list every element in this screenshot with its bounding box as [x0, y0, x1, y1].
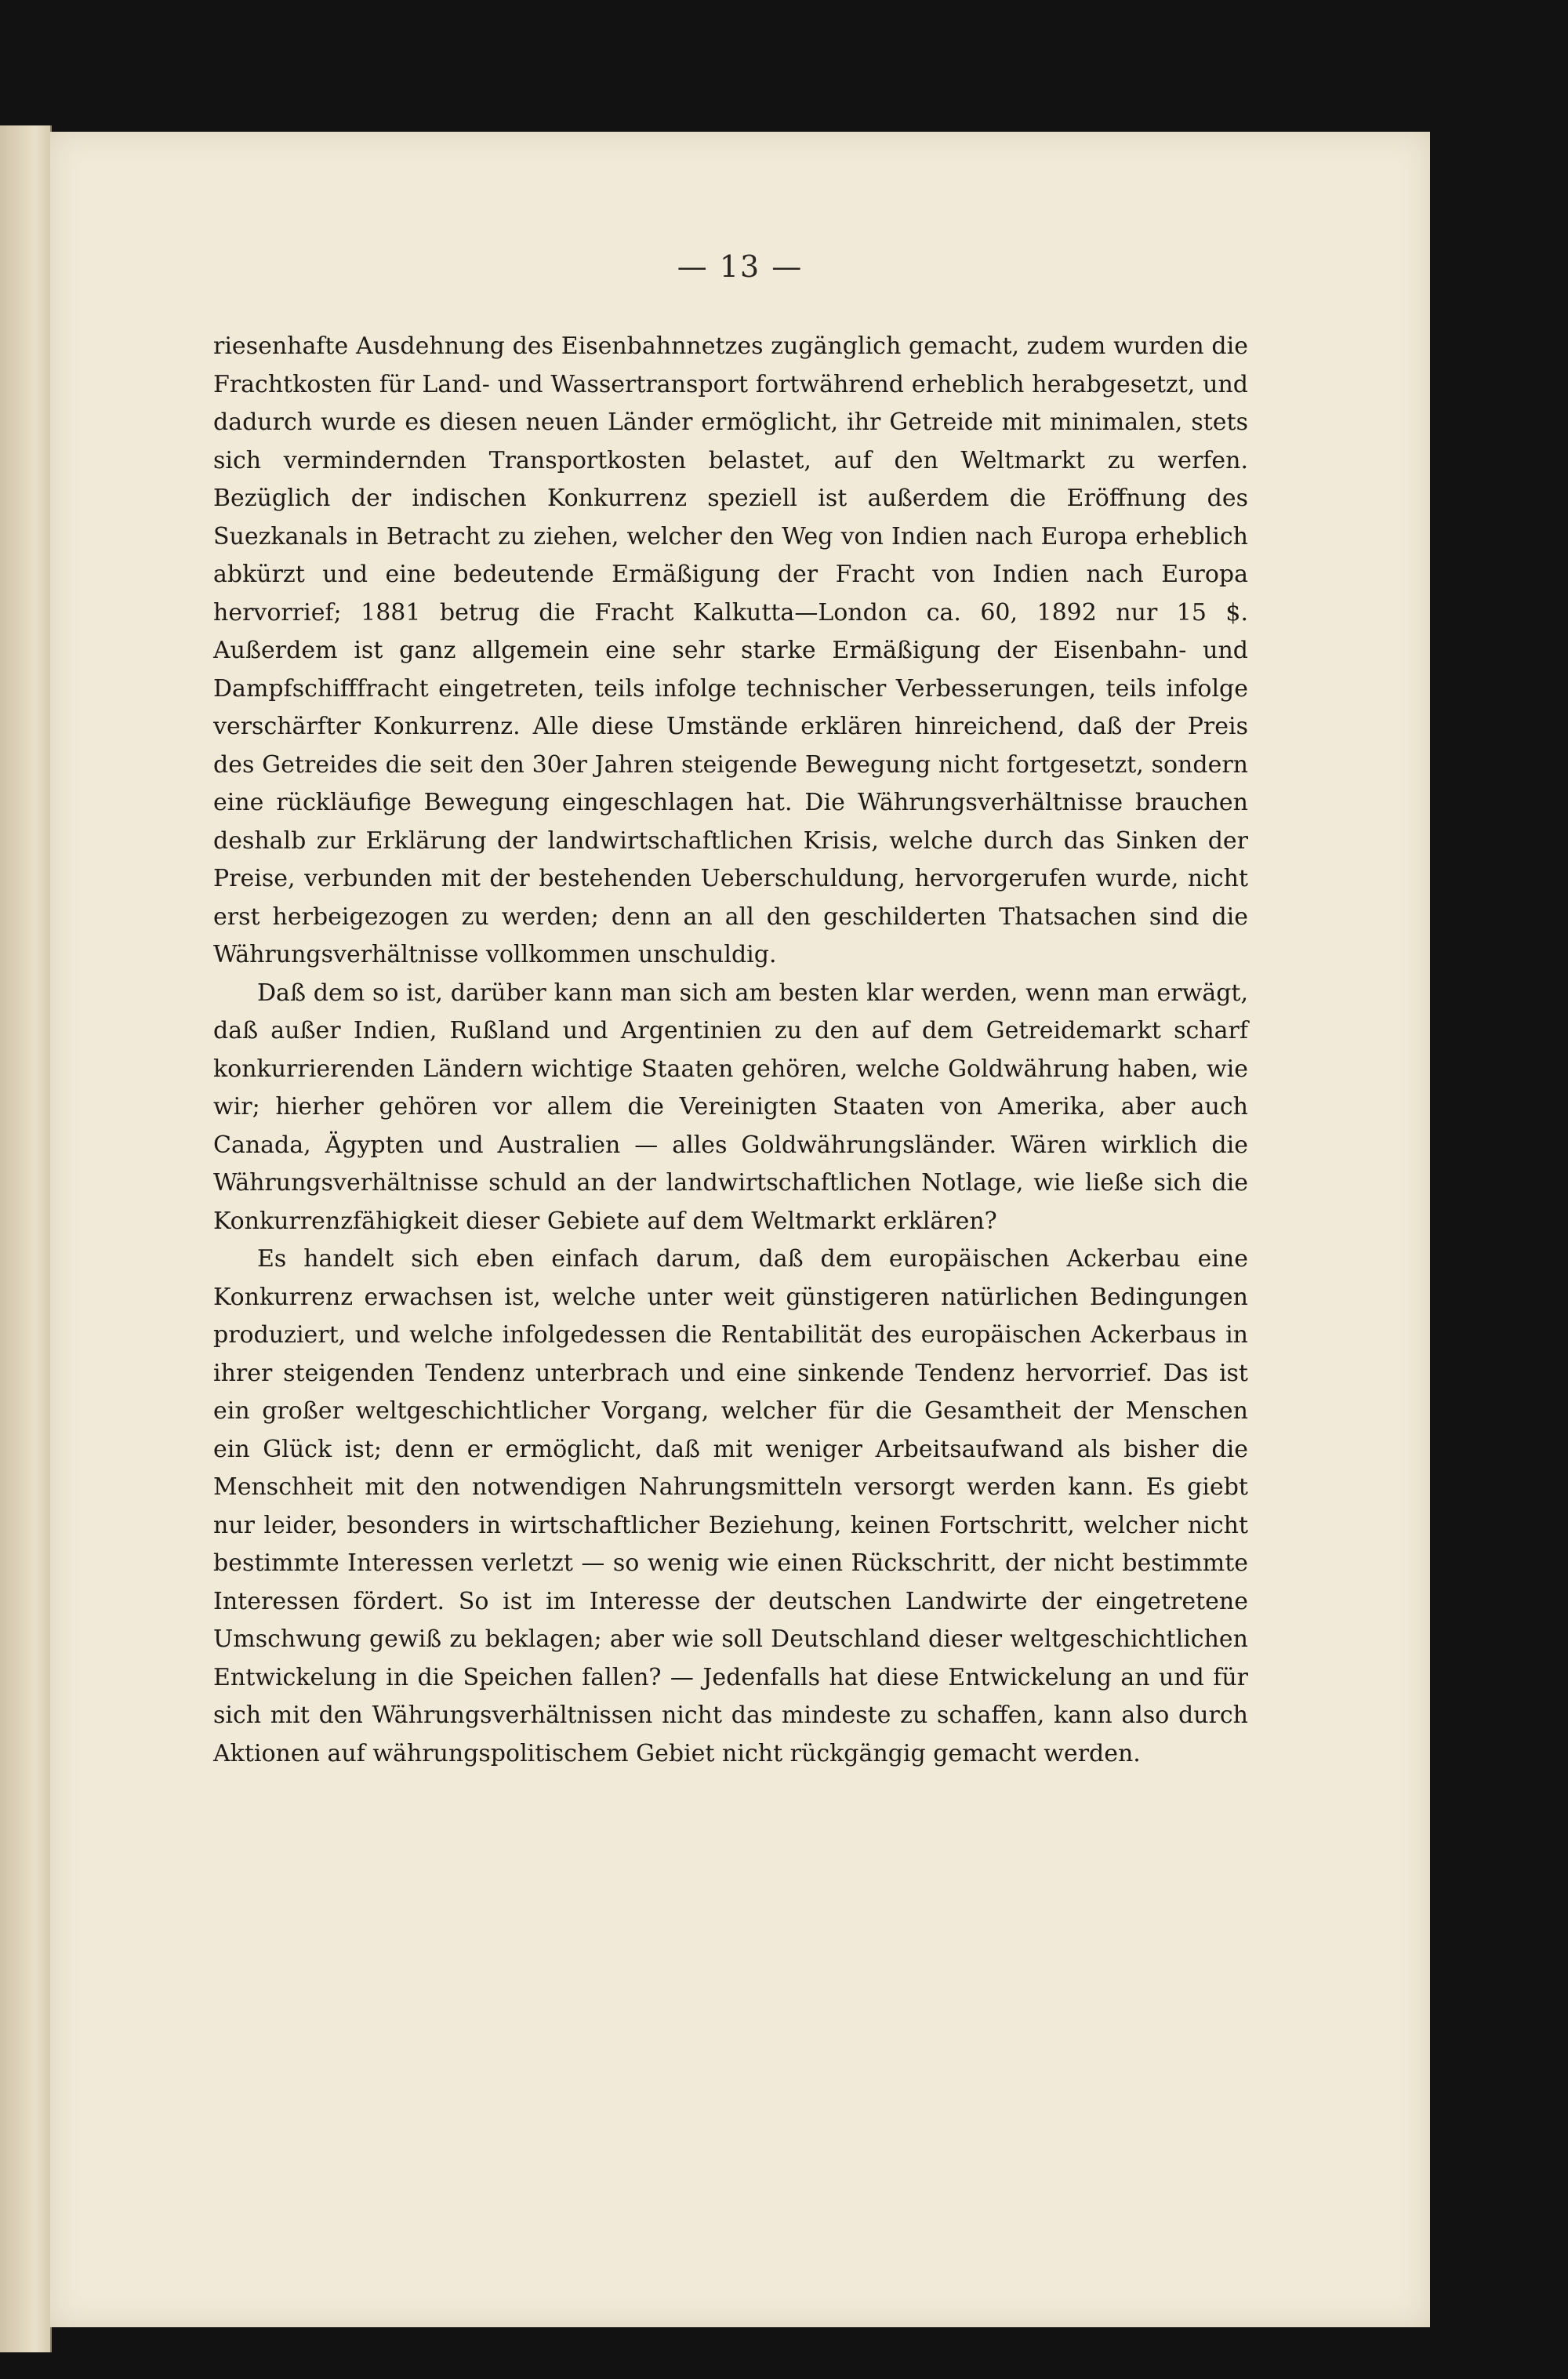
left-page-edge	[0, 125, 52, 2352]
paragraph: Es handelt sich eben einfach darum, daß dem europäischen Ackerbau eine Konkurrenz erwachsen ist, welche unter weit günstigeren natürlichen Bedingungen produziert, und welche infolgedessen die Rentabilität des europäischen Ackerbaus in ihrer steigenden Tendenz unterbrach und eine sinkende Tendenz hervorrief. Das ist ein großer weltgeschichtlicher Vorgang, welcher für die Gesamtheit der Menschen ein Glück ist; denn er ermöglicht, daß mit weniger Arbeitsaufwand als bisher die Menschheit mit den notwendigen Nahrungsmitteln versorgt werden kann. Es giebt nur leider, besonders in wirtschaftlicher Beziehung, keinen Fortschritt, welcher nicht bestimmte Interessen verletzt — so wenig wie einen Rückschritt, der nicht bestimmte Interessen fördert. So ist im Interesse der deutschen Landwirte der eingetretene Umschwung gewiß zu beklagen; aber wie soll Deutschland dieser weltgeschichtlichen Entwickelung in die Speichen fallen? — Jedenfalls hat diese Entwickelung an und für sich mit den Währungsverhältnissen nicht das mindeste zu schaffen, kann also durch Aktionen auf währungspolitischem Gebiet nicht rückgängig gemacht werden.	[213, 1245, 1248, 1767]
paragraph: Daß dem so ist, darüber kann man sich am besten klar werden, wenn man erwägt, daß außer Indien, Rußland und Argentinien zu den auf dem Getreidemarkt scharf konkurrierenden Ländern wichtige Staaten gehören, welche Goldwährung haben, wie wir; hierher gehören vor allem die Vereinigten Staaten von Amerika, aber auch Canada, Ägypten und Australien — alles Goldwährungsländer. Wären wirklich die Währungsverhältnisse schuld an der landwirtschaftlichen Notlage, wie ließe sich die Konkurrenzfähigkeit dieser Gebiete auf dem Weltmarkt erklären?	[213, 979, 1248, 1235]
body-text	[213, 328, 1248, 1773]
paragraph: riesenhafte Ausdehnung des Eisenbahnnetzes zugänglich gemacht, zudem wurden die Frachtkosten für Land- und Wassertransport fortwährend erheblich herabgesetzt, und dadurch wurde es diesen neuen Länder ermöglicht, ihr Getreide mit minimalen, stets sich vermindernden Transportkosten belastet, auf den Weltmarkt zu werfen. Bezüglich der indischen Konkurrenz speziell ist außerdem die Eröffnung des Suezkanals in Betracht zu ziehen, welcher den Weg von Indien nach Europa erheblich abkürzt und eine bedeutende Ermäßigung der Fracht von Indien nach Europa hervorrief; 1881 betrug die Fracht Kalkutta—London ca. 60, 1892 nur 15 $. Außerdem ist ganz allgemein eine sehr starke Ermäßigung der Eisenbahn- und Dampfschifffracht eingetreten, teils infolge technischer Verbesserungen, teils infolge verschärfter Konkurrenz. Alle diese Umstände erklären hinreichend, daß der Preis des Getreides die seit den 30er Jahren steigende Bewegung nicht fortgesetzt, sondern eine rückläufige Bewegung eingeschlagen hat. Die Währungsverhältnisse brauchen deshalb zur Erklärung der landwirtschaftlichen Krisis, welche durch das Sinken der Preise, verbunden mit der bestehenden Ueberschuldung, hervorgerufen wurde, nicht erst herbeigezogen zu werden; denn an all den geschilderten Thatsachen sind die Währungsverhältnisse vollkommen unschuldig.	[213, 332, 1248, 968]
book-page	[50, 132, 1430, 2327]
page-number: — 13 —	[677, 249, 804, 284]
